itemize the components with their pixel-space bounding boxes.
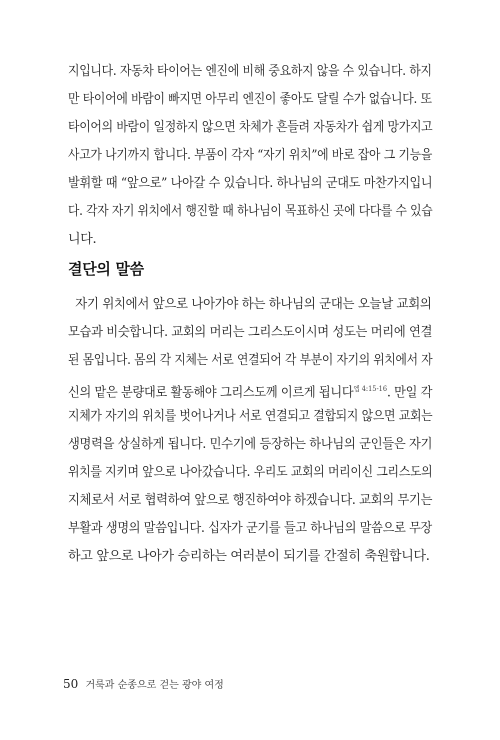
text-line: 모습과 비슷합니다. 교회의 머리는 그리스도이시며 성도는 머리에 연결 <box>68 325 433 340</box>
text-line: 발휘할 때 “앞으로” 나아갈 수 있습니다. 하나님의 군대도 마찬가지입니 <box>68 176 433 191</box>
text-segment: . 만일 각 <box>387 385 433 401</box>
text-line-with-reference <box>68 375 433 403</box>
paragraph-resolution <box>68 291 432 571</box>
text-line: 지입니다. 자동차 타이어는 엔진에 비해 중요하지 않을 수 있습니다. 하지 <box>68 64 432 79</box>
text-line: 지체로서 서로 협력하여 앞으로 행진하여야 하겠습니다. 교회의 무기는 <box>68 493 433 508</box>
text-line: 하고 앞으로 나아가 승리하는 여러분이 되기를 간절히 축원합니다. <box>68 549 430 564</box>
text-line: 자기 위치에서 앞으로 나아가야 하는 하나님의 군대는 오늘날 교회의 <box>68 297 432 312</box>
text-line: 지체가 자기의 위치를 벗어나거나 서로 연결되고 결합되지 않으면 교회는 <box>68 409 433 424</box>
text-line: 위치를 지키며 앞으로 나아갔습니다. 우리도 교회의 머리이신 그리스도의 <box>68 465 433 480</box>
text-line: 부활과 생명의 말씀입니다. 십자가 군기를 들고 하나님의 말씀으로 무장 <box>68 521 432 536</box>
text-line: 다. 각자 자기 위치에서 행진할 때 하나님이 목표하신 곳에 다다를 수 있습 <box>68 204 433 219</box>
text-line: 타이어의 바람이 일정하지 않으면 차체가 흔들려 자동차가 쉽게 망가지고 <box>68 120 433 135</box>
text-segment: 신의 맡은 분량대로 활동해야 그리스도께 이르게 됩니다 <box>68 385 354 401</box>
scripture-reference: 엡 4:15-16 <box>353 385 388 393</box>
text-line: 사고가 나기까지 합니다. 부품이 각자 “자기 위치”에 바로 잡아 그 기능을 <box>68 148 433 163</box>
text-line: 된 몸입니다. 몸의 각 지체는 서로 연결되어 각 부분이 자기의 위치에서 자 <box>68 353 433 368</box>
paragraph-continued <box>68 58 432 254</box>
text-line: 니다. <box>68 232 97 247</box>
page-number: 50 <box>63 677 79 691</box>
running-title: 거룩과 순종으로 걷는 광야 여정 <box>85 680 224 691</box>
page-footer <box>63 676 224 691</box>
text-line: 만 타이어에 바람이 빠지면 아무리 엔진이 좋아도 달릴 수가 없습니다. 또 <box>68 92 432 107</box>
text-line: 생명력을 상실하게 됩니다. 민수기에 등장하는 하나님의 군인들은 자기 <box>68 437 433 452</box>
section-heading: 결단의 말씀 <box>68 260 144 278</box>
